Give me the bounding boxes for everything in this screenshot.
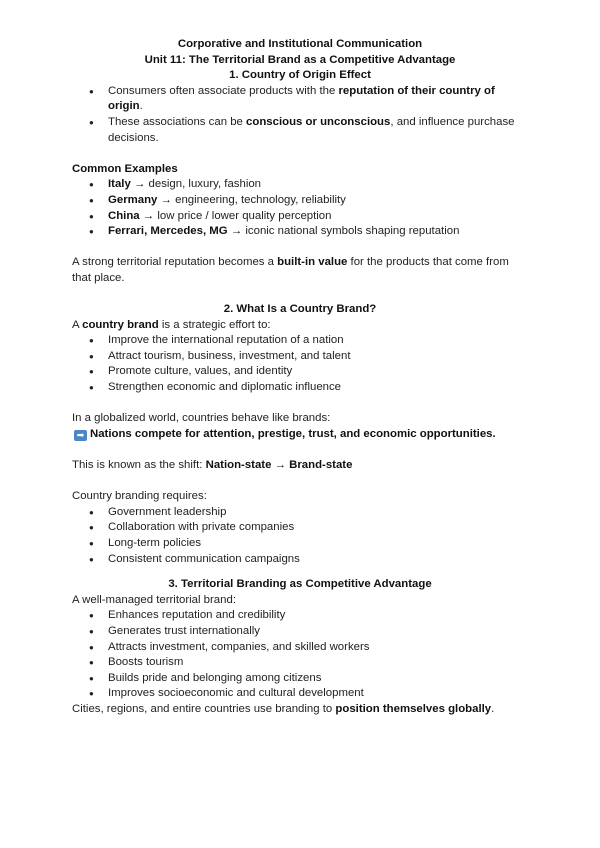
bold-text: Germany → [108, 193, 172, 206]
compete-text [72, 427, 528, 443]
text: A strong territorial reputation becomes a [72, 256, 278, 269]
spacer [72, 474, 528, 490]
spacer [72, 442, 528, 458]
arrow-right-icon: ➡ [74, 430, 87, 441]
globalized-text: In a globalized world, countries behave like brands: [72, 412, 331, 425]
bold-text: country brand [82, 318, 159, 331]
list-item: ● Attracts investment, companies, and skilled workers [72, 640, 528, 656]
list-item: ● Improves socioeconomic and cultural development [72, 686, 528, 702]
list-item [72, 193, 528, 209]
unit-title: Unit 11: The Territorial Brand as a Competitive Advantage [144, 53, 456, 66]
list-item: ● Promote culture, values, and identity [72, 364, 528, 380]
list-item: ● Long-term policies [72, 536, 528, 552]
bold-text: reputation of their country of origin [108, 84, 495, 113]
course-title: Corporative and Institutional Communication [177, 38, 423, 50]
bold-text: built-in value [277, 256, 348, 269]
benefits-list [72, 608, 528, 702]
bold-text: Common Examples [72, 162, 178, 175]
list-item: ● Enhances reputation and credibility [72, 608, 528, 624]
list-item [72, 84, 528, 115]
text: iconic national symbols shaping reputation [242, 225, 460, 238]
text: A [72, 318, 83, 331]
bold-text: Ferrari, Mercedes, MG → [108, 225, 243, 238]
list-item: ● Boosts tourism [72, 655, 528, 671]
section3-intro: A well-managed territorial brand: [72, 593, 236, 606]
text: engineering, technology, reliability [171, 193, 346, 206]
list-item: ● Collaboration with private companies [72, 520, 528, 536]
text: This is known as the shift: [72, 459, 206, 472]
section3-heading: 3. Territorial Branding as Competitive Advantage [168, 578, 432, 591]
bold-text: position themselves globally [335, 702, 492, 715]
list-item [72, 177, 528, 193]
section2-intro [72, 318, 528, 334]
spacer [72, 396, 528, 412]
bold-text: Nation-state → Brand-state [205, 459, 353, 472]
section1-heading: 1. Country of Origin Effect [229, 69, 371, 82]
text: low price / lower quality perception [154, 209, 332, 222]
section1-summary [72, 255, 528, 286]
text: is a strategic effort to: [158, 318, 271, 331]
text: Cities, regions, and entire countries use branding to [72, 702, 336, 715]
text: Consumers often associate products with the [108, 84, 339, 97]
section1-bullets [72, 84, 528, 146]
list-item: ● Builds pride and belonging among citizens [72, 671, 528, 687]
list-item: ● Consistent communication campaigns [72, 552, 528, 568]
document-content [72, 37, 528, 718]
text: . [139, 100, 143, 113]
requirements-list [72, 505, 528, 567]
spacer [72, 146, 528, 162]
list-item [72, 224, 528, 240]
text: These associations can be [108, 115, 247, 128]
list-item [72, 209, 528, 225]
text: design, luxury, fashion [145, 178, 262, 191]
list-item: ● Strengthen economic and diplomatic influence [72, 380, 528, 396]
bold-text: Nations compete for attention, prestige, trust, and economic opportunities. [90, 427, 496, 440]
examples-heading [72, 162, 528, 178]
text: , and influence purchase decisions. [108, 115, 515, 144]
section3-closing [72, 702, 528, 718]
country-brand-goals [72, 333, 528, 395]
list-item [72, 115, 528, 146]
list-item: ● Improve the international reputation of a nation [72, 333, 528, 349]
list-item: ● Generates trust internationally [72, 624, 528, 640]
spacer [72, 240, 528, 256]
spacer [72, 567, 528, 577]
shift-text [72, 458, 528, 474]
text: for the products that come from that place. [72, 256, 509, 284]
bold-text: China → [108, 209, 155, 222]
bold-text: conscious or unconscious [246, 115, 391, 128]
bold-text: Italy → [108, 178, 146, 191]
list-item: ● Government leadership [72, 505, 528, 521]
examples-list [72, 177, 528, 239]
list-item: ● Attract tourism, business, investment, and talent [72, 349, 528, 365]
section2-heading: 2. What Is a Country Brand? [223, 303, 377, 316]
spacer [72, 287, 528, 303]
requires-text: Country branding requires: [72, 490, 207, 503]
text: . [491, 702, 495, 715]
